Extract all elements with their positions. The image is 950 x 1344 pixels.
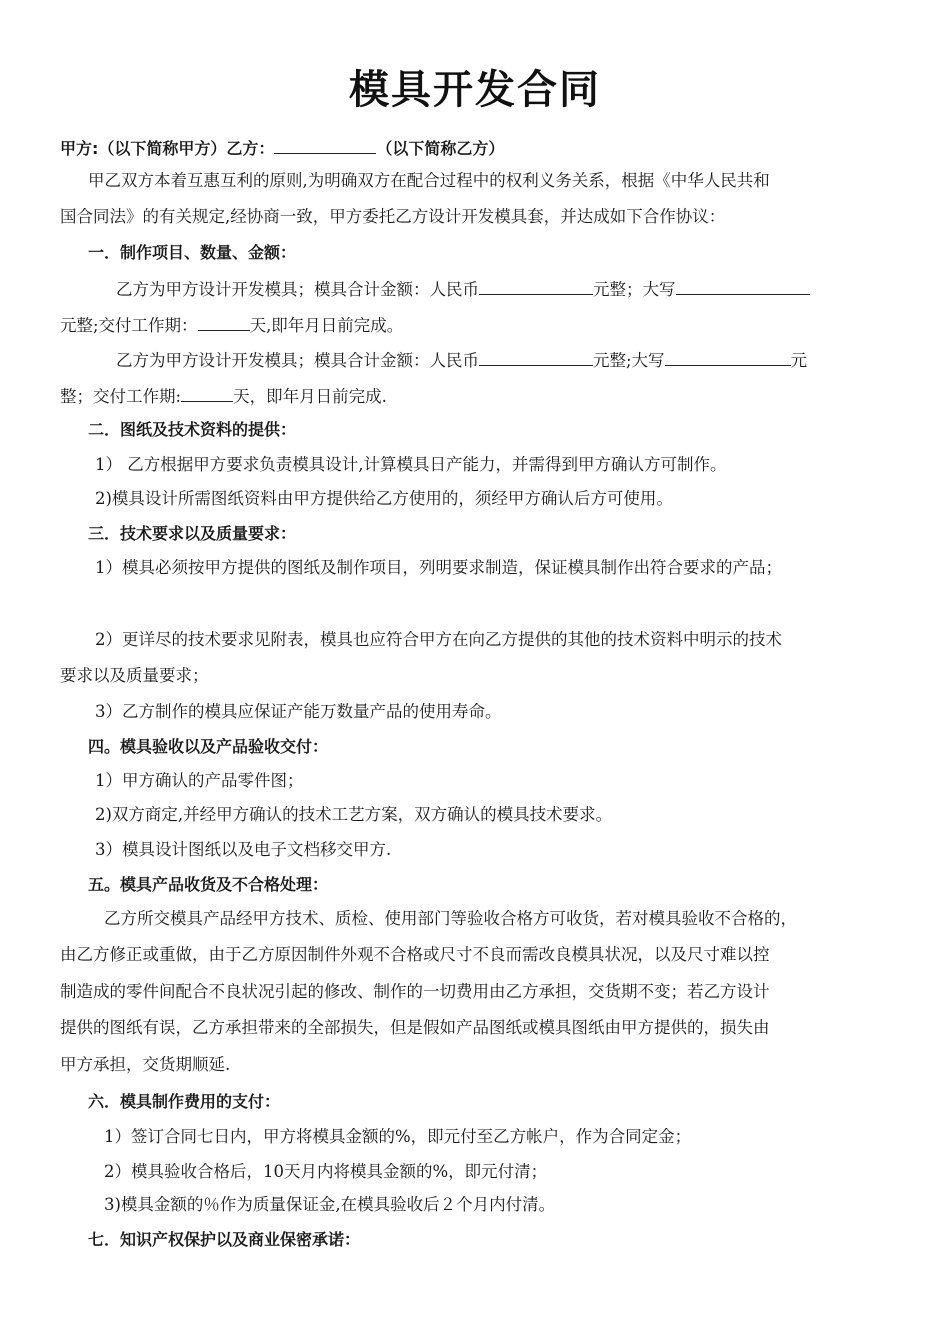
section-3-heading: 三．技术要求以及质量要求： (88, 524, 297, 543)
section-2-item-1: 1） 乙方根据甲方要求负责模具设计,计算模具日产能力，并需得到甲方确认方可制作。 (95, 455, 727, 474)
section-5-line-5: 甲方承担，交货期顺延. (60, 1055, 231, 1074)
rmb-amount-blank (479, 276, 593, 295)
section-4-item-2: 2)双方商定,并经甲方确认的技术工艺方案，双方确认的模具技术要求。 (95, 805, 613, 824)
item-1-amount-label: 乙方为甲方设计开发模具；模具合计金额：人民币 (116, 280, 479, 299)
section-3-item-3: 3）乙方制作的模具应保证产能万数量产品的使用寿命。 (95, 702, 502, 721)
item-2-delivery-suffix: 天，即年月日前完成. (233, 387, 387, 406)
delivery-days-blank-2 (181, 383, 233, 402)
intro-line-2: 国合同法》的有关规定,经协商一致，甲方委托乙方设计开发模具套，并达成如下合作协议： (60, 207, 726, 226)
party-a-label: 甲方:（以下简称甲方）乙方： (60, 139, 275, 158)
section-3-item-1: 1）模具必须按甲方提供的图纸及制作项目，列明要求制造，保证模具制作出符合要求的产品； (95, 558, 782, 577)
section-6-heading: 六．模具制作费用的支付： (88, 1092, 281, 1111)
section-1-heading: 一．制作项目、数量、金额： (88, 243, 297, 262)
section-6-item-3: 3)模具金额的％作为质量保证金,在模具验收后２个月内付清。 (104, 1195, 556, 1214)
rmb-amount-blank-2 (479, 347, 593, 366)
section-3-item-2-line-2: 要求以及质量要求； (60, 666, 209, 685)
item-1-delivery-label: 元整;交付工作期： (60, 316, 198, 335)
section-1-item-2-line-1 (116, 347, 807, 373)
parties-line (60, 135, 504, 161)
item-2-capital-label: 元整;大写 (593, 351, 665, 370)
item-2-amount-label: 乙方为甲方设计开发模具；模具合计金额：人民币 (116, 351, 479, 370)
section-5-heading: 五。模具产品收货及不合格处理： (88, 875, 329, 894)
item-2-delivery-label: 整；交付工作期: (60, 387, 182, 406)
party-b-suffix: （以下简称乙方） (376, 139, 505, 158)
section-6-item-2: 2）模具验收合格后，10天月内将模具金额的%，即元付清； (104, 1162, 548, 1181)
section-1-item-1-line-1 (116, 276, 810, 302)
delivery-days-blank (198, 312, 250, 331)
section-5-line-3: 制造成的零件间配合不良状况引起的修改、制作的一切费用由乙方承担，交货期不变；若乙方设计 (60, 982, 770, 1001)
capital-amount-blank-2 (665, 347, 791, 366)
item-2-yuan: 元 (790, 351, 808, 370)
section-4-item-1: 1）甲方确认的产品零件图； (95, 771, 304, 790)
section-5-line-1: 乙方所交模具产品经甲方技术、质检、使用部门等验收合格方可收货，若对模具验收不合格的， (104, 909, 797, 928)
section-5-line-4: 提供的图纸有误，乙方承担带来的全部损失，但是假如产品图纸或模具图纸由甲方提供的，损失由 (60, 1018, 770, 1037)
section-4-heading: 四。模具验收以及产品验收交付： (88, 737, 329, 756)
party-b-blank (274, 135, 376, 154)
section-1-item-1-line-2 (60, 312, 403, 338)
page-title: 模具开发合同 (349, 67, 601, 113)
section-7-heading: 七．知识产权保护以及商业保密承诺： (88, 1230, 361, 1249)
intro-line-1: 甲乙双方本着互惠互利的原则,为明确双方在配合过程中的权利义务关系，根据《中华人民共和 (88, 171, 770, 190)
section-6-item-1: 1）签订合同七日内，甲方将模具金额的%，即元付至乙方帐户，作为合同定金； (104, 1127, 692, 1146)
section-2-item-2: 2)模具设计所需图纸资料由甲方提供给乙方使用的，须经甲方确认后方可使用。 (95, 489, 673, 508)
section-4-item-3: 3）模具设计图纸以及电子文档移交甲方. (95, 840, 392, 859)
capital-amount-blank (676, 276, 810, 295)
section-2-heading: 二．图纸及技术资料的提供： (88, 420, 297, 439)
item-1-delivery-suffix: 天,即年月日前完成。 (249, 316, 404, 335)
item-1-capital-label: 元整；大写 (593, 280, 676, 299)
section-1-item-2-line-2 (60, 383, 387, 409)
section-3-item-2-line-1: 2）更详尽的技术要求见附表，模具也应符合甲方在向乙方提供的其他的技术资料中明示的技术 (95, 630, 782, 649)
section-5-line-2: 由乙方修正或重做，由于乙方原因制件外观不合格或尺寸不良而需改良模具状况，以及尺寸难以控 (60, 945, 770, 964)
